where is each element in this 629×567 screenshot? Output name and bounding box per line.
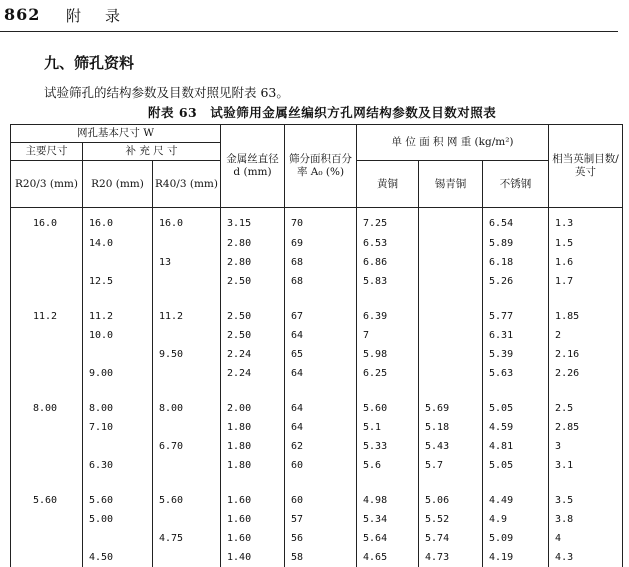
group-spacer-row [11,475,623,491]
mesh-count-cell: 1.7 [549,272,623,291]
table-row [11,326,623,345]
spacer-cell [285,475,357,491]
wire-diameter-cell: 3.15 [221,208,285,235]
mesh-count-cell: 2.5 [549,399,623,418]
r40-cell: 4.75 [153,529,221,548]
stainless-weight-cell: 4.49 [483,491,549,510]
open-area-cell: 65 [285,345,357,364]
tin-bronze-weight-cell: 5.69 [419,399,483,418]
wire-diameter-cell: 1.40 [221,548,285,567]
tin-bronze-weight-cell: 5.18 [419,418,483,437]
brass-weight-cell: 5.60 [357,399,419,418]
tin-bronze-weight-cell [419,326,483,345]
mesh-count-cell: 1.85 [549,307,623,326]
open-area-cell: 57 [285,510,357,529]
tin-bronze-weight-cell [419,272,483,291]
wire-diameter-cell: 2.50 [221,326,285,345]
tin-bronze-header: 锡青铜 [419,161,483,208]
r20-cell [83,253,153,272]
page-number: 862 [4,5,41,24]
spacer-cell [549,383,623,399]
brass-weight-cell: 5.83 [357,272,419,291]
main-size-cell [11,418,83,437]
stainless-weight-cell: 6.54 [483,208,549,235]
wire-diameter-cell: 2.00 [221,399,285,418]
mesh-count-cell: 3.5 [549,491,623,510]
main-size-cell: 11.2 [11,307,83,326]
table-row [11,345,623,364]
spacer-cell [285,291,357,307]
tin-bronze-weight-cell: 5.43 [419,437,483,456]
r20-cell: 6.30 [83,456,153,475]
open-area-cell: 64 [285,418,357,437]
r20-cell [83,437,153,456]
r20-3-header: R20/3 (mm) [11,161,83,208]
group-spacer-row [11,383,623,399]
table-row [11,364,623,383]
open-area-cell: 64 [285,399,357,418]
mesh-count-cell: 2.16 [549,345,623,364]
brass-weight-cell: 7.25 [357,208,419,235]
mesh-equiv-header: 相当英制目数/英寸 [549,125,623,208]
spacer-cell [83,291,153,307]
table-row [11,491,623,510]
section-heading: 九、筛孔资料 [44,54,135,72]
brass-weight-cell: 5.1 [357,418,419,437]
table-row [11,234,623,253]
wire-diameter-cell: 1.80 [221,437,285,456]
r40-cell: 13 [153,253,221,272]
brass-weight-cell: 4.65 [357,548,419,567]
spacer-cell [153,475,221,491]
spacer-cell [419,383,483,399]
r20-cell: 16.0 [83,208,153,235]
wire-diameter-cell: 1.80 [221,418,285,437]
main-size-cell [11,456,83,475]
wire-diameter-cell: 1.80 [221,456,285,475]
r40-cell: 9.50 [153,345,221,364]
brass-weight-cell: 7 [357,326,419,345]
r20-cell: 9.00 [83,364,153,383]
spacer-cell [11,383,83,399]
table-row [11,456,623,475]
spacer-cell [419,475,483,491]
spacer-cell [153,291,221,307]
wire-diameter-cell: 2.80 [221,234,285,253]
mesh-count-cell: 4.3 [549,548,623,567]
table-body [11,208,623,567]
sieve-table [10,124,623,567]
brass-header: 黄铜 [357,161,419,208]
main-size-cell [11,253,83,272]
aperture-group-header: 网孔基本尺寸 W [11,125,221,143]
mesh-count-cell: 2.85 [549,418,623,437]
main-size-cell [11,272,83,291]
table-row [11,399,623,418]
wire-diameter-cell: 2.50 [221,307,285,326]
mesh-count-cell: 2.26 [549,364,623,383]
r20-cell [83,345,153,364]
r40-3-header: R40/3 (mm) [153,161,221,208]
brass-weight-cell: 5.34 [357,510,419,529]
mesh-count-cell: 4 [549,529,623,548]
main-size-cell [11,345,83,364]
stainless-weight-cell: 5.77 [483,307,549,326]
open-area-cell: 60 [285,456,357,475]
stainless-weight-cell: 4.9 [483,510,549,529]
mesh-count-cell: 1.6 [549,253,623,272]
r40-cell: 5.60 [153,491,221,510]
tin-bronze-weight-cell: 5.74 [419,529,483,548]
r20-header: R20 (mm) [83,161,153,208]
table-row [11,253,623,272]
stainless-weight-cell: 4.59 [483,418,549,437]
open-area-cell: 69 [285,234,357,253]
mesh-count-cell: 1.5 [549,234,623,253]
r20-cell: 12.5 [83,272,153,291]
stainless-weight-cell: 5.05 [483,399,549,418]
r40-cell [153,418,221,437]
tin-bronze-weight-cell [419,307,483,326]
brass-weight-cell: 4.98 [357,491,419,510]
brass-weight-cell: 5.33 [357,437,419,456]
spacer-cell [11,475,83,491]
spacer-cell [419,291,483,307]
wire-diameter-cell: 2.24 [221,345,285,364]
stainless-weight-cell: 5.63 [483,364,549,383]
main-size-cell [11,437,83,456]
open-area-cell: 68 [285,253,357,272]
tin-bronze-weight-cell [419,345,483,364]
mesh-count-cell: 1.3 [549,208,623,235]
r40-cell [153,456,221,475]
spacer-cell [549,475,623,491]
main-size-cell [11,529,83,548]
brass-weight-cell: 6.25 [357,364,419,383]
header-rule [0,31,618,32]
r40-cell: 6.70 [153,437,221,456]
wire-diameter-cell: 1.60 [221,491,285,510]
open-area-cell: 64 [285,364,357,383]
page-header [0,0,629,34]
spacer-cell [153,383,221,399]
stainless-header: 不锈钢 [483,161,549,208]
table-row [11,208,623,235]
r20-cell: 4.50 [83,548,153,567]
r20-cell: 14.0 [83,234,153,253]
brass-weight-cell: 6.53 [357,234,419,253]
group-spacer-row [11,291,623,307]
table-row [11,437,623,456]
spacer-cell [483,475,549,491]
appendix-label: 附录 [66,7,145,25]
stainless-weight-cell: 5.09 [483,529,549,548]
tin-bronze-weight-cell [419,364,483,383]
supplementary-header: 补 充 尺 寸 [83,143,221,161]
r40-cell: 11.2 [153,307,221,326]
spacer-cell [285,383,357,399]
table-row [11,529,623,548]
spacer-cell [221,383,285,399]
wire-diameter-cell: 2.24 [221,364,285,383]
open-area-cell: 64 [285,326,357,345]
main-size-cell [11,364,83,383]
spacer-cell [83,383,153,399]
r40-cell [153,510,221,529]
main-size-header: 主要尺寸 [11,143,83,161]
intro-text: 试验筛孔的结构参数及目数对照见附表 63。 [44,85,289,100]
spacer-cell [483,383,549,399]
wire-diameter-cell: 2.80 [221,253,285,272]
r40-cell [153,548,221,567]
r40-cell: 16.0 [153,208,221,235]
brass-weight-cell: 6.86 [357,253,419,272]
r40-cell [153,364,221,383]
stainless-weight-cell: 5.26 [483,272,549,291]
stainless-weight-cell: 5.89 [483,234,549,253]
tin-bronze-weight-cell: 4.73 [419,548,483,567]
wire-diameter-cell: 2.50 [221,272,285,291]
tin-bronze-weight-cell: 5.7 [419,456,483,475]
spacer-cell [483,291,549,307]
spacer-cell [357,291,419,307]
wire-diameter-cell: 1.60 [221,529,285,548]
r20-cell: 5.60 [83,491,153,510]
table-row [11,548,623,567]
spacer-cell [549,291,623,307]
spacer-cell [83,475,153,491]
spacer-cell [221,291,285,307]
open-area-cell: 70 [285,208,357,235]
unit-weight-header: 单 位 面 积 网 重 (kg/m²) [357,125,549,161]
tin-bronze-weight-cell [419,234,483,253]
open-area-cell: 62 [285,437,357,456]
brass-weight-cell: 5.64 [357,529,419,548]
main-size-cell [11,548,83,567]
main-size-cell: 8.00 [11,399,83,418]
mesh-count-cell: 2 [549,326,623,345]
r40-cell [153,272,221,291]
table-row [11,272,623,291]
stainless-weight-cell: 6.31 [483,326,549,345]
open-area-cell: 58 [285,548,357,567]
main-size-cell: 5.60 [11,491,83,510]
table-row [11,510,623,529]
stainless-weight-cell: 4.19 [483,548,549,567]
r20-cell: 11.2 [83,307,153,326]
main-size-cell [11,234,83,253]
stainless-weight-cell: 5.05 [483,456,549,475]
wire-diameter-header: 金属丝直径 d (mm) [221,125,285,208]
r40-cell [153,234,221,253]
r20-cell: 8.00 [83,399,153,418]
table-row [11,418,623,437]
spacer-cell [221,475,285,491]
tin-bronze-weight-cell [419,208,483,235]
main-size-cell [11,510,83,529]
mesh-count-cell: 3.8 [549,510,623,529]
stainless-weight-cell: 4.81 [483,437,549,456]
spacer-cell [11,291,83,307]
main-size-cell: 16.0 [11,208,83,235]
r20-cell [83,529,153,548]
brass-weight-cell: 5.6 [357,456,419,475]
r20-cell: 5.00 [83,510,153,529]
spacer-cell [357,383,419,399]
r40-cell [153,326,221,345]
table-row [11,307,623,326]
brass-weight-cell: 5.98 [357,345,419,364]
mesh-count-cell: 3 [549,437,623,456]
r40-cell: 8.00 [153,399,221,418]
open-area-cell: 56 [285,529,357,548]
tin-bronze-weight-cell [419,253,483,272]
table-title: 附表 63 试验筛用金属丝编织方孔网结构参数及目数对照表 [148,105,497,120]
mesh-count-cell: 3.1 [549,456,623,475]
tin-bronze-weight-cell: 5.52 [419,510,483,529]
open-area-cell: 67 [285,307,357,326]
open-area-header: 筛分面积百分率 A₀ (%) [285,125,357,208]
spacer-cell [357,475,419,491]
main-size-cell [11,326,83,345]
r20-cell: 10.0 [83,326,153,345]
stainless-weight-cell: 6.18 [483,253,549,272]
brass-weight-cell: 6.39 [357,307,419,326]
open-area-cell: 60 [285,491,357,510]
wire-diameter-cell: 1.60 [221,510,285,529]
r20-cell: 7.10 [83,418,153,437]
stainless-weight-cell: 5.39 [483,345,549,364]
open-area-cell: 68 [285,272,357,291]
tin-bronze-weight-cell: 5.06 [419,491,483,510]
